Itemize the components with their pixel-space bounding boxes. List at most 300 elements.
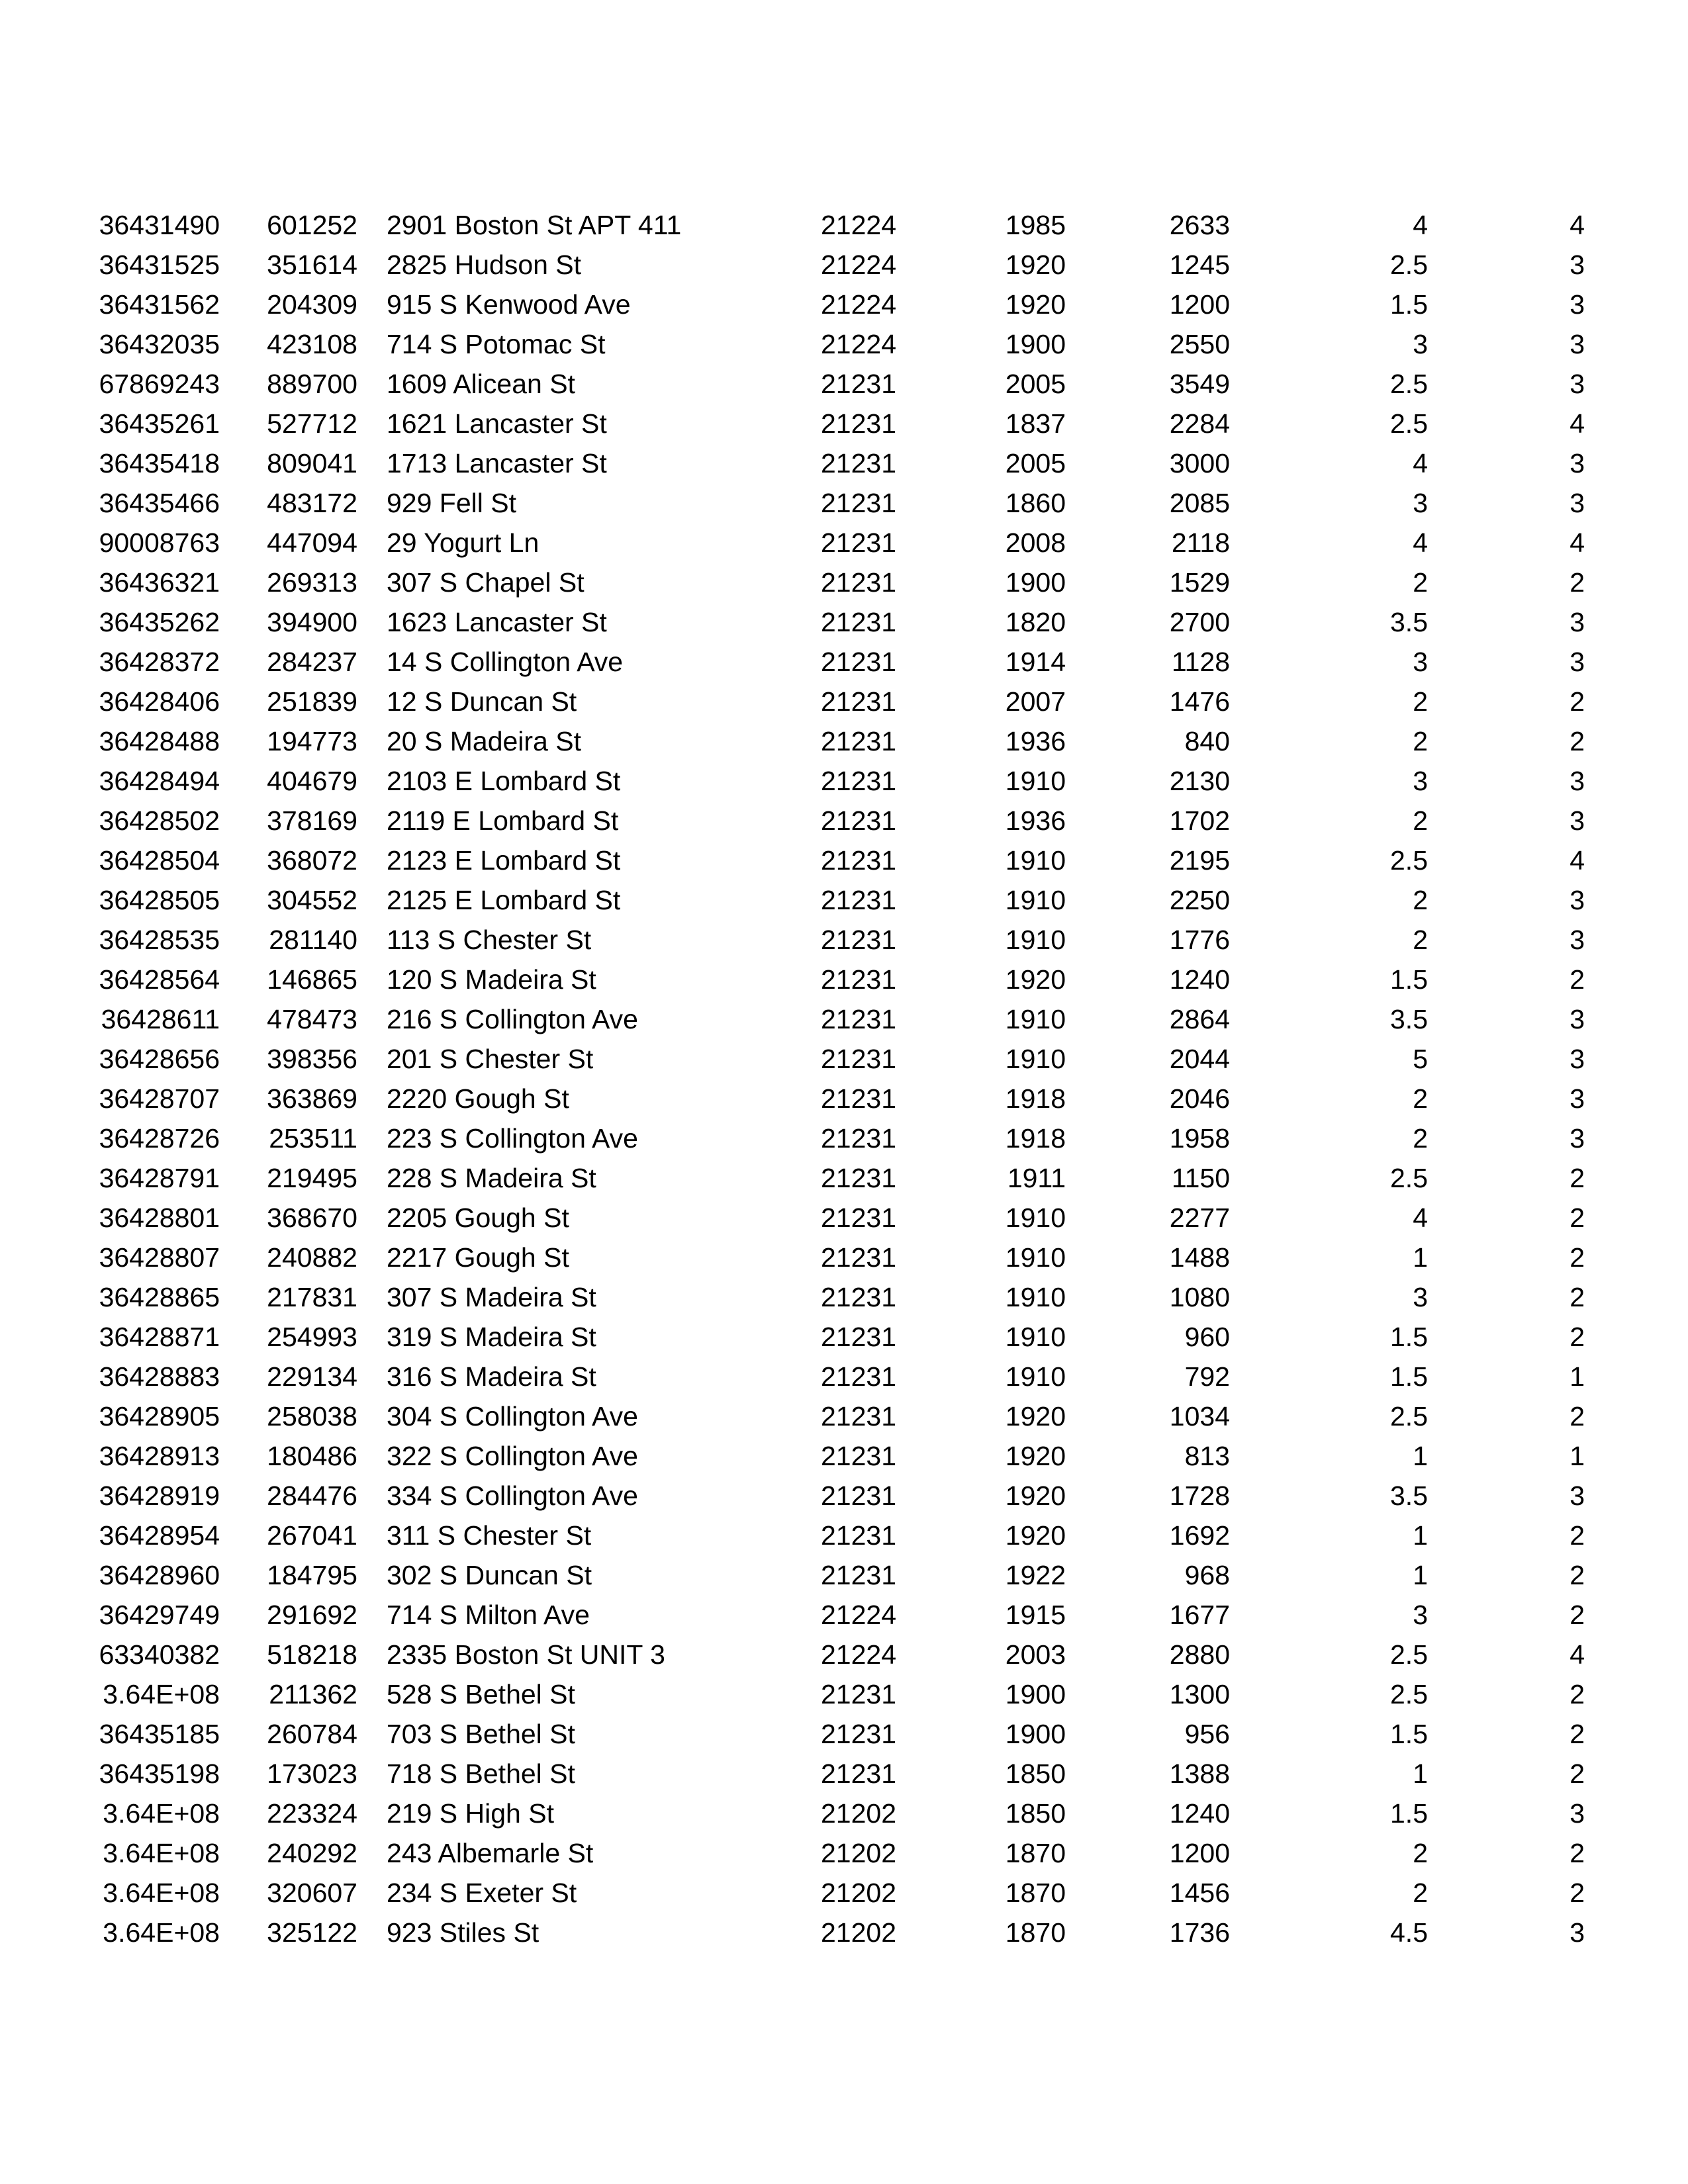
zip-cell: 21231 (820, 925, 896, 955)
bedrooms-cell: 3 (1570, 250, 1585, 280)
property-id-cell: 36435185 (99, 1719, 220, 1749)
sqft-cell: 956 (1184, 1719, 1230, 1749)
table-row (0, 1277, 1688, 1317)
year-built-cell: 1900 (1005, 329, 1066, 359)
bedrooms-cell: 3 (1570, 1798, 1585, 1829)
sqft-cell: 1128 (1171, 647, 1230, 677)
property-id-cell: 36435261 (99, 408, 220, 439)
table-row (0, 999, 1688, 1039)
property-id-cell: 36428791 (99, 1163, 220, 1193)
zip-cell: 21231 (820, 1758, 896, 1789)
property-id-cell: 36428801 (99, 1203, 220, 1233)
bathrooms-cell: 2 (1413, 885, 1428, 915)
bedrooms-cell: 4 (1570, 845, 1585, 876)
bedrooms-cell: 3 (1570, 289, 1585, 320)
table-row (0, 602, 1688, 642)
property-id-cell: 90008763 (99, 527, 220, 558)
zip-cell: 21231 (820, 1004, 896, 1034)
price-cell: 219495 (267, 1163, 357, 1193)
zip-cell: 21231 (820, 1441, 896, 1471)
zip-cell: 21231 (820, 408, 896, 439)
year-built-cell: 1900 (1005, 1719, 1066, 1749)
price-cell: 184795 (267, 1560, 357, 1590)
bedrooms-cell: 2 (1570, 1203, 1585, 1233)
zip-cell: 21231 (820, 726, 896, 756)
property-id-cell: 36429749 (99, 1600, 220, 1630)
bathrooms-cell: 3.5 (1390, 1004, 1428, 1034)
price-cell: 217831 (267, 1282, 357, 1312)
table-row (0, 285, 1688, 324)
zip-cell: 21202 (820, 1798, 896, 1829)
bathrooms-cell: 2 (1413, 1083, 1428, 1114)
year-built-cell: 1920 (1005, 289, 1066, 320)
bedrooms-cell: 2 (1570, 1758, 1585, 1789)
year-built-cell: 1910 (1005, 1044, 1066, 1074)
property-id-cell: 67869243 (99, 369, 220, 399)
bathrooms-cell: 3.5 (1390, 607, 1428, 637)
bedrooms-cell: 3 (1570, 1083, 1585, 1114)
year-built-cell: 1900 (1005, 567, 1066, 598)
bathrooms-cell: 1.5 (1390, 964, 1428, 995)
table-row (0, 1595, 1688, 1635)
table-row (0, 682, 1688, 721)
bedrooms-cell: 3 (1570, 647, 1585, 677)
address-cell: 2205 Gough St (387, 1203, 569, 1233)
table-row (0, 1714, 1688, 1754)
zip-cell: 21202 (820, 1878, 896, 1908)
table-row (0, 1079, 1688, 1118)
table-row (0, 364, 1688, 404)
bathrooms-cell: 2.5 (1390, 408, 1428, 439)
property-id-cell: 36428505 (99, 885, 220, 915)
address-cell: 316 S Madeira St (387, 1361, 596, 1392)
sqft-cell: 960 (1184, 1322, 1230, 1352)
property-id-cell: 36428905 (99, 1401, 220, 1432)
table-row (0, 1635, 1688, 1674)
table-row (0, 880, 1688, 920)
property-id-cell: 3.64E+08 (103, 1798, 220, 1829)
address-cell: 12 S Duncan St (387, 686, 577, 717)
property-id-cell: 36428504 (99, 845, 220, 876)
sqft-cell: 1200 (1169, 1838, 1230, 1868)
year-built-cell: 1920 (1005, 1441, 1066, 1471)
bedrooms-cell: 2 (1570, 1600, 1585, 1630)
address-cell: 322 S Collington Ave (387, 1441, 638, 1471)
property-id-cell: 36431525 (99, 250, 220, 280)
bedrooms-cell: 2 (1570, 1520, 1585, 1551)
property-id-cell: 36428954 (99, 1520, 220, 1551)
property-id-cell: 36428564 (99, 964, 220, 995)
bedrooms-cell: 3 (1570, 607, 1585, 637)
price-cell: 483172 (267, 488, 357, 518)
property-id-cell: 63340382 (99, 1639, 220, 1670)
property-id-cell: 36428913 (99, 1441, 220, 1471)
bedrooms-cell: 2 (1570, 964, 1585, 995)
address-cell: 2825 Hudson St (387, 250, 582, 280)
table-row (0, 1913, 1688, 1952)
sqft-cell: 2277 (1169, 1203, 1230, 1233)
bedrooms-cell: 2 (1570, 1163, 1585, 1193)
year-built-cell: 2003 (1005, 1639, 1066, 1670)
bathrooms-cell: 1.5 (1390, 1719, 1428, 1749)
price-cell: 281140 (269, 925, 357, 955)
zip-cell: 21224 (820, 289, 896, 320)
bedrooms-cell: 3 (1570, 1004, 1585, 1034)
address-cell: 304 S Collington Ave (387, 1401, 638, 1432)
sqft-cell: 1692 (1169, 1520, 1230, 1551)
address-cell: 1623 Lancaster St (387, 607, 607, 637)
sqft-cell: 1702 (1169, 805, 1230, 836)
property-id-cell: 36435466 (99, 488, 220, 518)
bedrooms-cell: 3 (1570, 1480, 1585, 1511)
price-cell: 254993 (267, 1322, 357, 1352)
address-cell: 714 S Milton Ave (387, 1600, 590, 1630)
bedrooms-cell: 2 (1570, 1282, 1585, 1312)
address-cell: 307 S Madeira St (387, 1282, 596, 1312)
address-cell: 120 S Madeira St (387, 964, 596, 995)
year-built-cell: 1914 (1005, 647, 1066, 677)
address-cell: 703 S Bethel St (387, 1719, 575, 1749)
property-id-cell: 36435262 (99, 607, 220, 637)
sqft-cell: 1476 (1169, 686, 1230, 717)
bathrooms-cell: 3 (1413, 1600, 1428, 1630)
bedrooms-cell: 3 (1570, 1123, 1585, 1154)
address-cell: 113 S Chester St (387, 925, 592, 955)
bathrooms-cell: 3 (1413, 488, 1428, 518)
table-row (0, 1674, 1688, 1714)
price-cell: 527712 (267, 408, 357, 439)
price-cell: 809041 (267, 448, 357, 478)
price-cell: 518218 (267, 1639, 357, 1670)
address-cell: 2217 Gough St (387, 1242, 569, 1273)
sqft-cell: 2550 (1169, 329, 1230, 359)
sqft-cell: 2085 (1169, 488, 1230, 518)
zip-cell: 21231 (820, 1123, 896, 1154)
table-row (0, 1396, 1688, 1436)
price-cell: 601252 (267, 210, 357, 240)
price-cell: 267041 (267, 1520, 357, 1551)
bathrooms-cell: 1 (1413, 1560, 1428, 1590)
bathrooms-cell: 2 (1413, 1878, 1428, 1908)
address-cell: 216 S Collington Ave (387, 1004, 638, 1034)
table-row (0, 1516, 1688, 1555)
address-cell: 2125 E Lombard St (387, 885, 621, 915)
bedrooms-cell: 2 (1570, 1242, 1585, 1273)
property-id-cell: 36428707 (99, 1083, 220, 1114)
address-cell: 2335 Boston St UNIT 3 (387, 1639, 665, 1670)
sqft-cell: 1080 (1169, 1282, 1230, 1312)
zip-cell: 21224 (820, 1600, 896, 1630)
year-built-cell: 1910 (1005, 925, 1066, 955)
zip-cell: 21231 (820, 1560, 896, 1590)
sqft-cell: 2700 (1169, 607, 1230, 637)
zip-cell: 21231 (820, 1083, 896, 1114)
sqft-cell: 1736 (1169, 1917, 1230, 1948)
price-cell: 394900 (267, 607, 357, 637)
sqft-cell: 1728 (1169, 1480, 1230, 1511)
sqft-cell: 1456 (1169, 1878, 1230, 1908)
year-built-cell: 2008 (1005, 527, 1066, 558)
property-id-cell: 36428535 (99, 925, 220, 955)
address-cell: 2119 E Lombard St (387, 805, 619, 836)
table-row (0, 1317, 1688, 1357)
address-cell: 2103 E Lombard St (387, 766, 621, 796)
sqft-cell: 813 (1184, 1441, 1230, 1471)
zip-cell: 21231 (820, 448, 896, 478)
price-cell: 229134 (267, 1361, 357, 1392)
bathrooms-cell: 3.5 (1390, 1480, 1428, 1511)
bathrooms-cell: 1.5 (1390, 1361, 1428, 1392)
property-id-cell: 36432035 (99, 329, 220, 359)
bathrooms-cell: 1 (1413, 1758, 1428, 1789)
sqft-cell: 840 (1184, 726, 1230, 756)
zip-cell: 21231 (820, 607, 896, 637)
bedrooms-cell: 2 (1570, 686, 1585, 717)
bedrooms-cell: 3 (1570, 766, 1585, 796)
table-row (0, 1238, 1688, 1277)
year-built-cell: 2007 (1005, 686, 1066, 717)
zip-cell: 21231 (820, 1361, 896, 1392)
bedrooms-cell: 2 (1570, 1679, 1585, 1709)
sqft-cell: 2633 (1169, 210, 1230, 240)
address-cell: 219 S High St (387, 1798, 554, 1829)
address-cell: 228 S Madeira St (387, 1163, 596, 1193)
zip-cell: 21202 (820, 1917, 896, 1948)
table-row (0, 563, 1688, 602)
table-row (0, 324, 1688, 364)
bathrooms-cell: 2.5 (1390, 1163, 1428, 1193)
table-row (0, 1436, 1688, 1476)
year-built-cell: 1850 (1005, 1758, 1066, 1789)
address-cell: 2220 Gough St (387, 1083, 569, 1114)
property-id-cell: 36428871 (99, 1322, 220, 1352)
address-cell: 20 S Madeira St (387, 726, 581, 756)
zip-cell: 21231 (820, 527, 896, 558)
year-built-cell: 1837 (1005, 408, 1066, 439)
address-cell: 307 S Chapel St (387, 567, 585, 598)
sqft-cell: 1150 (1171, 1163, 1230, 1193)
property-id-cell: 3.64E+08 (103, 1838, 220, 1868)
zip-cell: 21224 (820, 210, 896, 240)
address-cell: 1609 Alicean St (387, 369, 575, 399)
bedrooms-cell: 4 (1570, 408, 1585, 439)
bedrooms-cell: 3 (1570, 805, 1585, 836)
bedrooms-cell: 2 (1570, 1401, 1585, 1432)
price-cell: 447094 (267, 527, 357, 558)
year-built-cell: 1920 (1005, 964, 1066, 995)
table-row (0, 245, 1688, 285)
sqft-cell: 2046 (1169, 1083, 1230, 1114)
table-row (0, 1873, 1688, 1913)
address-cell: 915 S Kenwood Ave (387, 289, 631, 320)
sqft-cell: 2195 (1169, 845, 1230, 876)
price-cell: 194773 (267, 726, 357, 756)
zip-cell: 21231 (820, 845, 896, 876)
table-row (0, 642, 1688, 682)
sqft-cell: 3000 (1169, 448, 1230, 478)
price-cell: 269313 (267, 567, 357, 598)
zip-cell: 21231 (820, 964, 896, 995)
year-built-cell: 2005 (1005, 369, 1066, 399)
data-table (0, 205, 1688, 1952)
zip-cell: 21224 (820, 329, 896, 359)
address-cell: 2123 E Lombard St (387, 845, 621, 876)
year-built-cell: 1850 (1005, 1798, 1066, 1829)
bathrooms-cell: 4 (1413, 448, 1428, 478)
property-id-cell: 36428726 (99, 1123, 220, 1154)
zip-cell: 21231 (820, 1242, 896, 1273)
address-cell: 201 S Chester St (387, 1044, 594, 1074)
sqft-cell: 1300 (1169, 1679, 1230, 1709)
table-row (0, 1754, 1688, 1794)
bathrooms-cell: 4 (1413, 210, 1428, 240)
zip-cell: 21202 (820, 1838, 896, 1868)
property-id-cell: 36428865 (99, 1282, 220, 1312)
year-built-cell: 1936 (1005, 726, 1066, 756)
bathrooms-cell: 1 (1413, 1441, 1428, 1471)
bedrooms-cell: 3 (1570, 329, 1585, 359)
bedrooms-cell: 3 (1570, 1917, 1585, 1948)
year-built-cell: 1870 (1005, 1878, 1066, 1908)
address-cell: 14 S Collington Ave (387, 647, 624, 677)
year-built-cell: 1915 (1005, 1600, 1066, 1630)
zip-cell: 21231 (820, 686, 896, 717)
year-built-cell: 1870 (1005, 1838, 1066, 1868)
zip-cell: 21231 (820, 1520, 896, 1551)
bathrooms-cell: 1.5 (1390, 1798, 1428, 1829)
year-built-cell: 1900 (1005, 1679, 1066, 1709)
bedrooms-cell: 1 (1570, 1361, 1585, 1392)
address-cell: 1713 Lancaster St (387, 448, 607, 478)
table-row (0, 1039, 1688, 1079)
bathrooms-cell: 4 (1413, 527, 1428, 558)
price-cell: 378169 (267, 805, 357, 836)
price-cell: 260784 (267, 1719, 357, 1749)
address-cell: 923 Stiles St (387, 1917, 539, 1948)
zip-cell: 21231 (820, 647, 896, 677)
address-cell: 929 Fell St (387, 488, 516, 518)
price-cell: 258038 (267, 1401, 357, 1432)
address-cell: 243 Albemarle St (387, 1838, 594, 1868)
sqft-cell: 792 (1184, 1361, 1230, 1392)
zip-cell: 21224 (820, 1639, 896, 1670)
price-cell: 204309 (267, 289, 357, 320)
price-cell: 889700 (267, 369, 357, 399)
bathrooms-cell: 2.5 (1390, 1639, 1428, 1670)
year-built-cell: 1910 (1005, 1322, 1066, 1352)
sqft-cell: 1200 (1169, 289, 1230, 320)
year-built-cell: 1910 (1005, 885, 1066, 915)
address-cell: 1621 Lancaster St (387, 408, 607, 439)
property-id-cell: 36428611 (101, 1004, 220, 1034)
bedrooms-cell: 3 (1570, 1044, 1585, 1074)
year-built-cell: 1918 (1005, 1083, 1066, 1114)
table-row (0, 523, 1688, 563)
year-built-cell: 1910 (1005, 1282, 1066, 1312)
bedrooms-cell: 4 (1570, 210, 1585, 240)
sqft-cell: 1488 (1169, 1242, 1230, 1273)
bedrooms-cell: 3 (1570, 488, 1585, 518)
bathrooms-cell: 1 (1413, 1242, 1428, 1273)
sqft-cell: 1958 (1169, 1123, 1230, 1154)
year-built-cell: 1910 (1005, 1242, 1066, 1273)
price-cell: 211362 (269, 1679, 357, 1709)
bedrooms-cell: 2 (1570, 726, 1585, 756)
bathrooms-cell: 2 (1413, 1838, 1428, 1868)
table-row (0, 761, 1688, 801)
price-cell: 223324 (267, 1798, 357, 1829)
table-row (0, 483, 1688, 523)
price-cell: 304552 (267, 885, 357, 915)
property-id-cell: 36431562 (99, 289, 220, 320)
year-built-cell: 1922 (1005, 1560, 1066, 1590)
bathrooms-cell: 1.5 (1390, 1322, 1428, 1352)
property-id-cell: 36431490 (99, 210, 220, 240)
year-built-cell: 1910 (1005, 845, 1066, 876)
bathrooms-cell: 2 (1413, 1123, 1428, 1154)
bathrooms-cell: 5 (1413, 1044, 1428, 1074)
sqft-cell: 2250 (1169, 885, 1230, 915)
price-cell: 368670 (267, 1203, 357, 1233)
year-built-cell: 1936 (1005, 805, 1066, 836)
zip-cell: 21231 (820, 885, 896, 915)
price-cell: 478473 (267, 1004, 357, 1034)
zip-cell: 21231 (820, 1401, 896, 1432)
property-id-cell: 36428883 (99, 1361, 220, 1392)
property-id-cell: 36428807 (99, 1242, 220, 1273)
price-cell: 368072 (267, 845, 357, 876)
property-id-cell: 3.64E+08 (103, 1917, 220, 1948)
bedrooms-cell: 2 (1570, 1838, 1585, 1868)
address-cell: 528 S Bethel St (387, 1679, 575, 1709)
bedrooms-cell: 2 (1570, 1719, 1585, 1749)
address-cell: 302 S Duncan St (387, 1560, 592, 1590)
table-row (0, 1794, 1688, 1833)
year-built-cell: 2005 (1005, 448, 1066, 478)
price-cell: 351614 (267, 250, 357, 280)
bathrooms-cell: 2 (1413, 726, 1428, 756)
zip-cell: 21231 (820, 1203, 896, 1233)
zip-cell: 21231 (820, 1322, 896, 1352)
price-cell: 146865 (267, 964, 357, 995)
property-id-cell: 36428494 (99, 766, 220, 796)
zip-cell: 21231 (820, 567, 896, 598)
table-row (0, 205, 1688, 245)
property-id-cell: 36428372 (99, 647, 220, 677)
property-id-cell: 36436321 (99, 567, 220, 598)
sqft-cell: 1776 (1169, 925, 1230, 955)
bathrooms-cell: 2.5 (1390, 250, 1428, 280)
bathrooms-cell: 3 (1413, 1282, 1428, 1312)
bedrooms-cell: 3 (1570, 885, 1585, 915)
zip-cell: 21231 (820, 1044, 896, 1074)
bedrooms-cell: 2 (1570, 1322, 1585, 1352)
bathrooms-cell: 2 (1413, 805, 1428, 836)
zip-cell: 21231 (820, 1163, 896, 1193)
sqft-cell: 2130 (1169, 766, 1230, 796)
price-cell: 404679 (267, 766, 357, 796)
year-built-cell: 1820 (1005, 607, 1066, 637)
bathrooms-cell: 2 (1413, 567, 1428, 598)
price-cell: 240292 (267, 1838, 357, 1868)
address-cell: 223 S Collington Ave (387, 1123, 638, 1154)
bedrooms-cell: 3 (1570, 369, 1585, 399)
table-row (0, 443, 1688, 483)
table-row (0, 1198, 1688, 1238)
property-id-cell: 3.64E+08 (103, 1679, 220, 1709)
address-cell: 29 Yogurt Ln (387, 527, 539, 558)
zip-cell: 21231 (820, 766, 896, 796)
